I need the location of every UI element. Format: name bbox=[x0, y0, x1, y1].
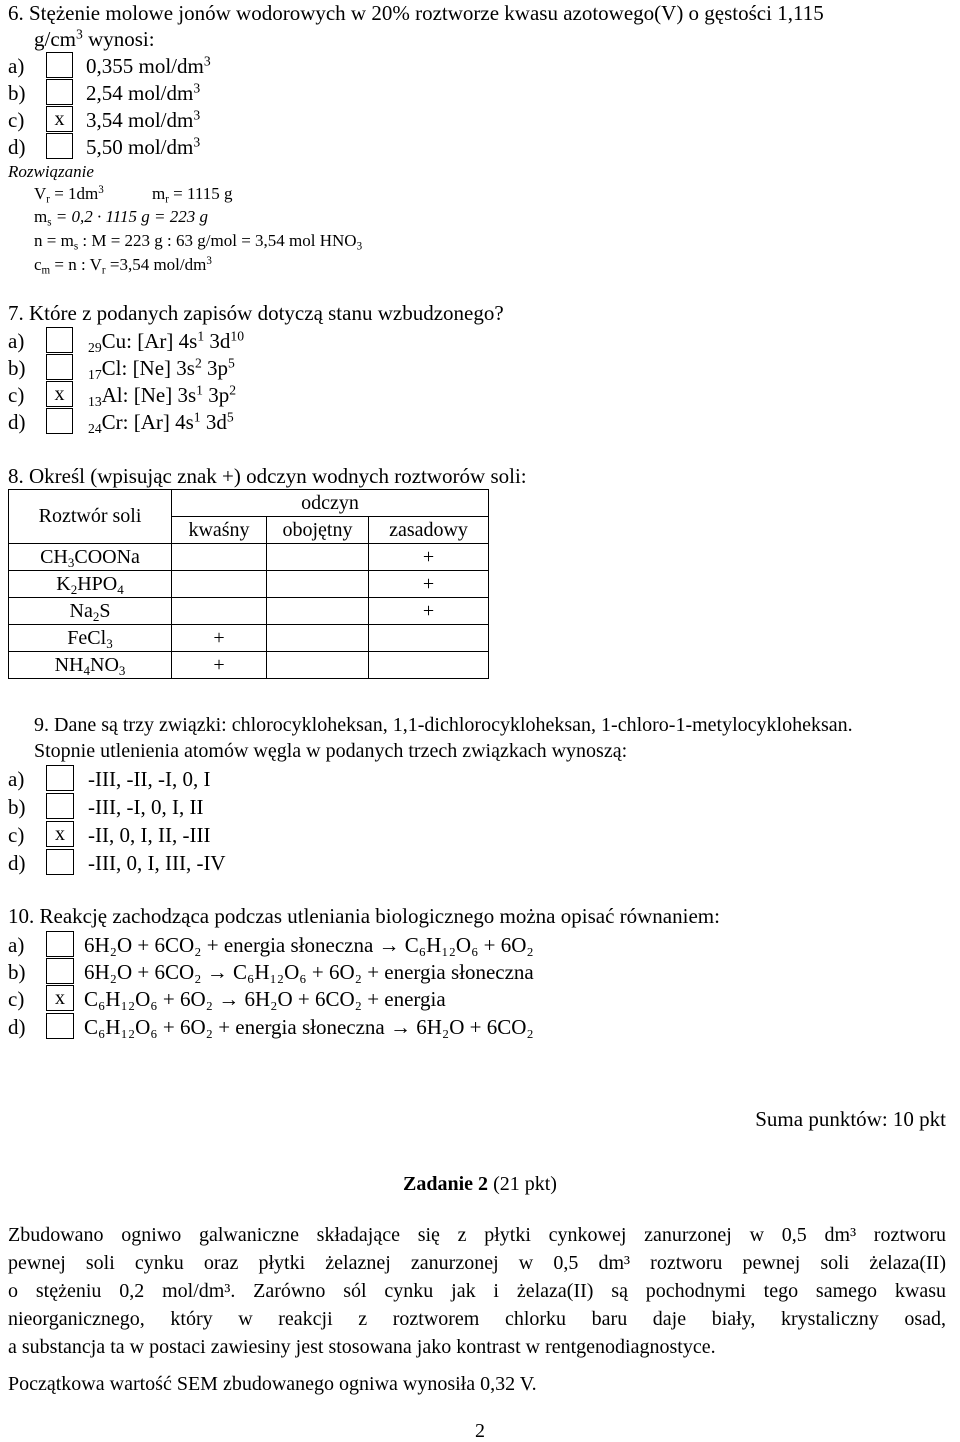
q9-line2: Stopnie utlenienia atomów węgla w podanych trzech związkach wynoszą: bbox=[34, 740, 628, 762]
task2-title: Zadanie 2 (21 pkt) bbox=[403, 1173, 557, 1195]
q6-option-a-checkbox[interactable] bbox=[46, 52, 73, 78]
q6-option-c-checkbox[interactable]: x bbox=[46, 106, 73, 132]
q7-option-a-text: 29Cu: [Ar] $4s^1$ $3d^{10}$ bbox=[88, 328, 245, 356]
q6-solution-line4: $c_m = n$ : $V_r =3,54$ mol/$dm^3$ bbox=[34, 254, 212, 277]
cell-acidic[interactable] bbox=[172, 598, 267, 625]
page-number: 2 bbox=[475, 1420, 485, 1442]
column-header-acidic: kwaśny bbox=[172, 517, 267, 544]
column-header-group: odczyn bbox=[172, 490, 489, 517]
q6-option-letter: d) bbox=[8, 135, 26, 159]
cell-basic[interactable] bbox=[369, 625, 489, 652]
salt-formula: FeCl$_3$ bbox=[9, 625, 172, 652]
table-row bbox=[9, 625, 489, 652]
cell-basic[interactable] bbox=[369, 652, 489, 679]
column-header-salt: Roztwór soli bbox=[9, 490, 172, 544]
q6-solution-line2: $m_s = 0,2 \cdot 1115$ g = 223 g bbox=[34, 207, 208, 229]
task2-line: a substancja ta w postaci zawiesiny jest stosowana jako kontrast w rentgenodiagnostyce. bbox=[8, 1336, 716, 1358]
q6-option-letter: b) bbox=[8, 81, 26, 105]
q8-title: 8. Określ (wpisując znak +) odczyn wodnych roztworów soli: bbox=[8, 464, 527, 488]
q10-option-a-checkbox[interactable] bbox=[46, 931, 74, 957]
q7-option-d-checkbox[interactable] bbox=[46, 408, 73, 434]
q10-title: 10. Reakcję zachodząca podczas utleniania biologicznego można opisać równaniem: bbox=[8, 904, 720, 928]
cell-acidic[interactable] bbox=[172, 571, 267, 598]
q7-option-letter: c) bbox=[8, 383, 25, 407]
q7-option-c-checkbox[interactable]: x bbox=[46, 381, 73, 407]
table-row bbox=[9, 544, 489, 571]
q9-option-letter: a) bbox=[8, 767, 25, 791]
salt-formula: $CH_3COONa$ bbox=[9, 544, 172, 571]
salt-formula: $K_2HPO_4$ bbox=[9, 571, 172, 598]
q9-option-d-text: -III, 0, I, III, -IV bbox=[88, 851, 226, 875]
cell-basic[interactable]: + bbox=[369, 571, 489, 598]
task2-line: o stężeniu 0,2 mol/dm³. Zarówno sól cynku jak i żelaza(II) są pochodnymi tego samego kwasu bbox=[8, 1280, 946, 1302]
points-summary: Suma punktów: 10 pkt bbox=[755, 1107, 946, 1131]
q10-option-letter: c) bbox=[8, 987, 25, 1011]
q6-option-letter: a) bbox=[8, 54, 25, 78]
q6-solution-line3: $n = m_s$ : M = 223 g : 63 g/mol = 3,54 mol $HNO_3$ bbox=[34, 231, 363, 253]
q9-option-letter: b) bbox=[8, 795, 26, 819]
q9-option-a-text: -III, -II, -I, 0, I bbox=[88, 767, 211, 791]
q6-line1: 6. Stężenie molowe jonów wodorowych w 20% roztworze kwasu azotowego(V) o gęstości 1,115 bbox=[8, 1, 824, 25]
cell-neutral[interactable] bbox=[267, 544, 369, 571]
cell-neutral[interactable] bbox=[267, 571, 369, 598]
q10-option-b-text: 6H₂O + 6CO₂ → C₆H₁₂O₆ + 6O₂ + energia słoneczna bbox=[84, 960, 534, 984]
salt-reaction-table bbox=[8, 489, 489, 679]
q6-solution-label: Rozwiązanie bbox=[8, 162, 94, 181]
q10-option-c-checkbox[interactable]: x bbox=[46, 985, 74, 1011]
q6-solution-line1: $V_r = 1dm^3$ bbox=[34, 183, 104, 206]
q10-option-letter: b) bbox=[8, 960, 26, 984]
cell-acidic[interactable]: + bbox=[172, 652, 267, 679]
task2-paragraph bbox=[8, 1221, 946, 1361]
q10-option-b-checkbox[interactable] bbox=[46, 958, 74, 984]
cell-acidic[interactable] bbox=[172, 544, 267, 571]
q9-option-b-text: -III, -I, 0, I, II bbox=[88, 795, 204, 819]
q7-title: 7. Które z podanych zapisów dotyczą stanu wzbudzonego? bbox=[8, 301, 504, 325]
q7-option-letter: b) bbox=[8, 356, 26, 380]
q10-option-a-text: 6H₂O + 6CO₂ + energia słoneczna → C₆H₁₂O₆ + 6O₂ bbox=[84, 933, 534, 957]
q6-option-d-checkbox[interactable] bbox=[46, 133, 73, 159]
table-row bbox=[9, 571, 489, 598]
q10-option-letter: a) bbox=[8, 933, 25, 957]
q6-option-c-text: 3,54 mol/$dm^3$ bbox=[86, 107, 201, 132]
q6-solution-line1-mass: $m_r = 1115$ g bbox=[152, 184, 233, 206]
q6-option-b-text: 2,54 mol/$dm^3$ bbox=[86, 80, 201, 105]
q7-option-letter: d) bbox=[8, 410, 26, 434]
task2-line: pewnej soli cynku oraz płytki żelaznej zanurzonej w 0,5 dm³ roztworu pewnej soli żelaza(II) bbox=[8, 1252, 946, 1274]
q7-option-b-checkbox[interactable] bbox=[46, 354, 73, 380]
q9-option-a-checkbox[interactable] bbox=[46, 765, 74, 791]
cell-neutral[interactable] bbox=[267, 652, 369, 679]
q9-option-c-checkbox[interactable]: x bbox=[46, 821, 74, 847]
q10-option-d-text: C₆H₁₂O₆ + 6O₂ + energia słoneczna → 6H₂O + 6CO₂ bbox=[84, 1015, 534, 1039]
salt-formula: $NH_4NO_3$ bbox=[9, 652, 172, 679]
column-header-neutral: obojętny bbox=[267, 517, 369, 544]
q9-line1: 9. Dane są trzy związki: chlorocykloheksan, 1,1-dichlorocykloheksan, 1-chloro-1-metylocykloheksan. bbox=[34, 714, 853, 736]
q6-option-letter: c) bbox=[8, 108, 25, 132]
q6-option-d-text: 5,50 mol/$dm^3$ bbox=[86, 134, 201, 159]
q6-option-a-text: 0,355 mol/$dm^3$ bbox=[86, 53, 211, 78]
q7-option-c-text: 13Al: [Ne] $3s^1$ $3p^2$ bbox=[88, 382, 237, 410]
q6-option-b-checkbox[interactable] bbox=[46, 79, 73, 105]
cell-neutral[interactable] bbox=[267, 625, 369, 652]
q7-option-a-checkbox[interactable] bbox=[46, 327, 73, 353]
task2-line: Zbudowano ogniwo galwaniczne składające się z płytki cynkowej zanurzonej w 0,5 dm³ roztworu bbox=[8, 1224, 946, 1246]
q9-option-c-text: -II, 0, I, II, -III bbox=[88, 823, 211, 847]
q7-option-letter: a) bbox=[8, 329, 25, 353]
table-row bbox=[9, 598, 489, 625]
q9-option-letter: d) bbox=[8, 851, 26, 875]
q9-option-b-checkbox[interactable] bbox=[46, 793, 74, 819]
cell-neutral[interactable] bbox=[267, 598, 369, 625]
q7-option-d-text: 24Cr: [Ar] $4s^1$ $3d^5$ bbox=[88, 409, 234, 437]
q9-option-d-checkbox[interactable] bbox=[46, 849, 74, 875]
cell-basic[interactable]: + bbox=[369, 598, 489, 625]
task2-line: nieorganicznego, który w reakcji z roztworem chlorku baru daje biały, krystaliczny osad, bbox=[8, 1308, 946, 1330]
table-row bbox=[9, 652, 489, 679]
salt-formula: $Na_2S$ bbox=[9, 598, 172, 625]
cell-acidic[interactable]: + bbox=[172, 625, 267, 652]
task2-emf-note: Początkowa wartość SEM zbudowanego ogniwa wynosiła 0,32 V. bbox=[8, 1373, 537, 1395]
q6-line2: $g/cm^3$ wynosi: bbox=[34, 26, 155, 51]
cell-basic[interactable]: + bbox=[369, 544, 489, 571]
q10-option-d-checkbox[interactable] bbox=[46, 1013, 74, 1039]
q9-option-letter: c) bbox=[8, 823, 25, 847]
column-header-basic: zasadowy bbox=[369, 517, 489, 544]
q10-option-letter: d) bbox=[8, 1015, 26, 1039]
q10-option-c-text: C₆H₁₂O₆ + 6O₂ → 6H₂O + 6CO₂ + energia bbox=[84, 987, 446, 1011]
q7-option-b-text: 17Cl: [Ne] $3s^2$ $3p^5$ bbox=[88, 355, 235, 383]
